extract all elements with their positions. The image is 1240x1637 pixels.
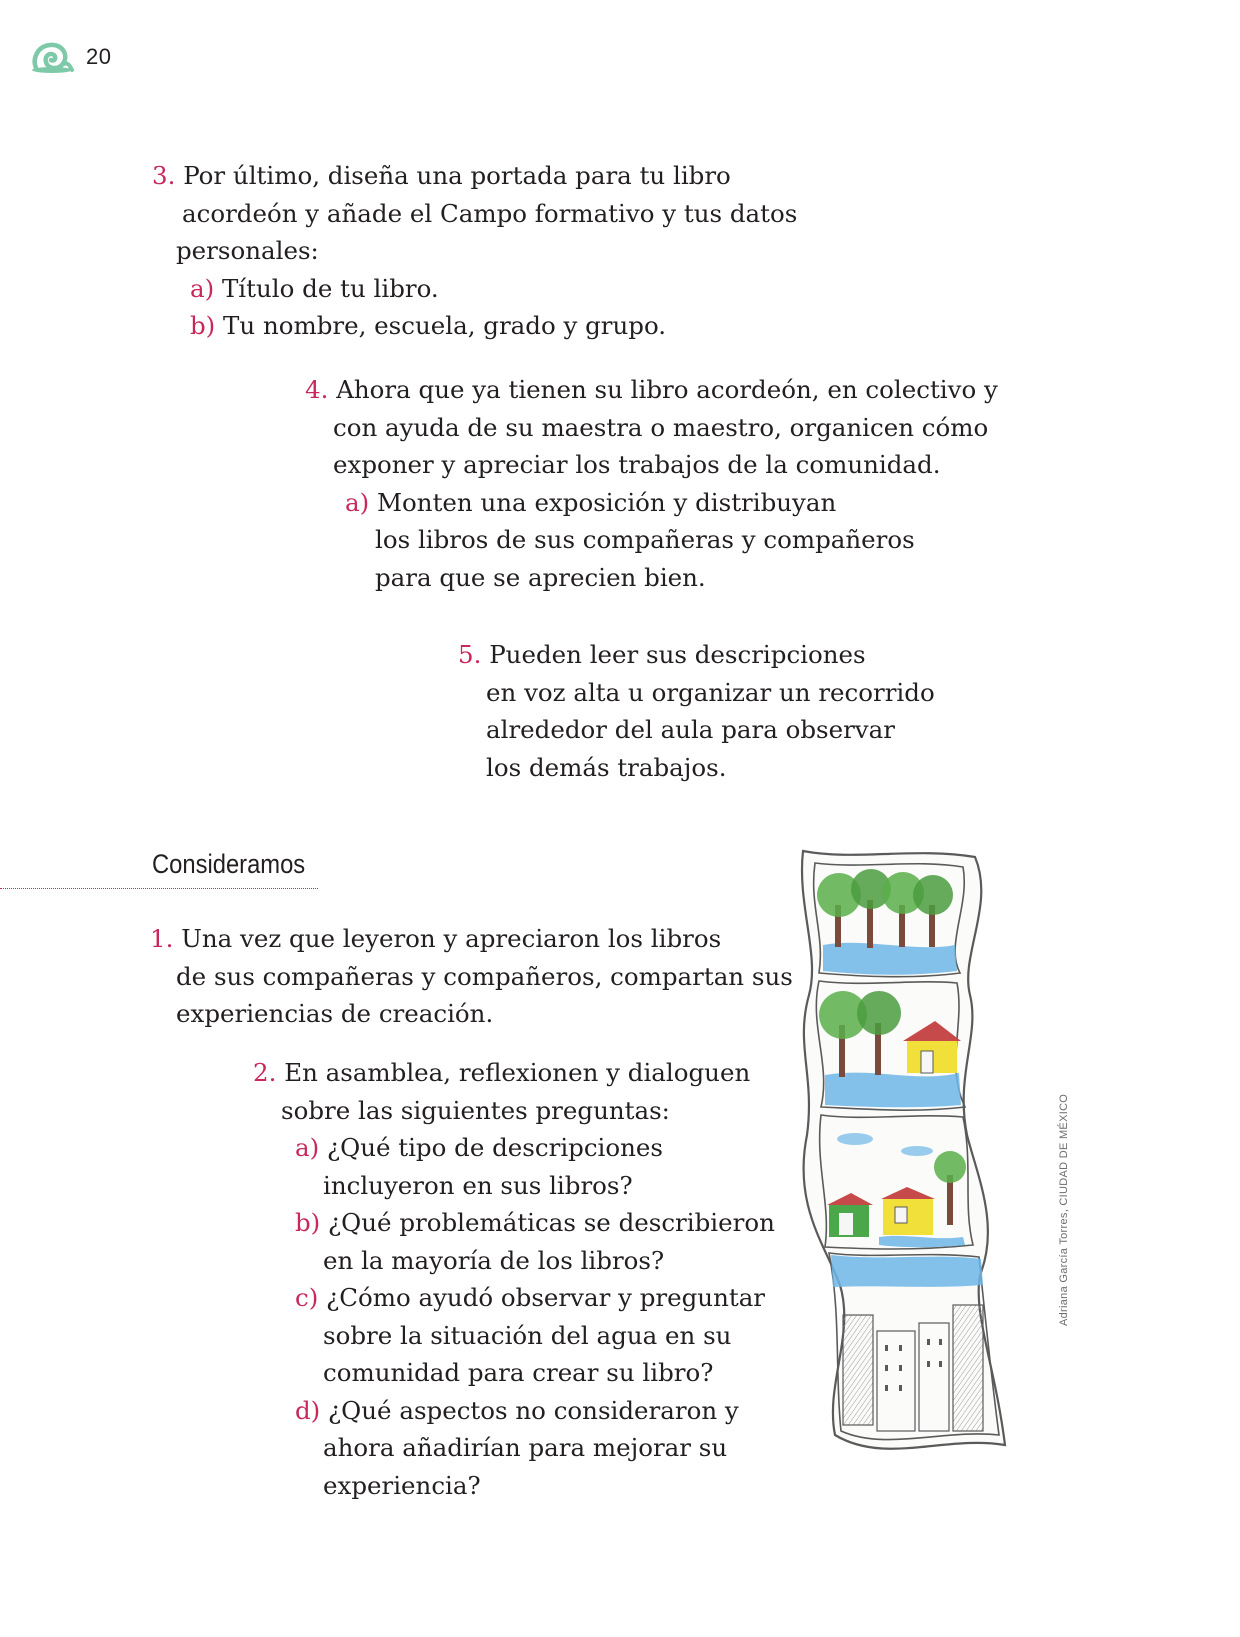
step-line: alrededor del aula para observar xyxy=(486,715,895,744)
question-d: d) ¿Qué aspectos no consideraron y xyxy=(295,1395,739,1425)
question-line: sobre la situación del agua en su xyxy=(323,1320,732,1350)
step-number: 5. xyxy=(458,640,482,669)
sub-item-a: a) Monten una exposición y distribuyan xyxy=(345,487,837,517)
consider-step-1 xyxy=(150,920,793,1033)
question-line: comunidad para crear su libro? xyxy=(323,1358,714,1387)
step-line: de sus compañeras y compañeros, compartan sus xyxy=(176,961,793,991)
page-number: 20 xyxy=(86,44,112,69)
step-3 xyxy=(152,157,797,345)
snail-logo-icon xyxy=(30,40,74,74)
building-icon xyxy=(877,1331,915,1431)
step-line: acordeón y añade el Campo formativo y tus datos xyxy=(182,198,798,228)
step-4 xyxy=(305,371,998,596)
sub-item-line: para que se aprecien bien. xyxy=(375,562,706,592)
accordion-book-illustration xyxy=(795,845,1025,1470)
step-number: 1. xyxy=(150,924,174,953)
building-icon xyxy=(953,1305,983,1431)
question-c: c) ¿Cómo ayudó observar y preguntar xyxy=(295,1283,766,1312)
sub-item-line: los libros de sus compañeras y compañeros xyxy=(375,525,915,554)
consider-step-2 xyxy=(253,1054,775,1504)
question-b: b) ¿Qué problemáticas se describieron xyxy=(295,1208,775,1237)
step-line: exponer y apreciar los trabajos de la comunidad. xyxy=(333,450,941,479)
step-line: experiencias de creación. xyxy=(176,999,494,1028)
section-title: Consideramos xyxy=(152,849,306,879)
step-line: 4. Ahora que ya tienen su libro acordeón, en colectivo y xyxy=(305,371,998,409)
step-line: sobre las siguientes preguntas: xyxy=(281,1095,670,1125)
step-line: 5. Pueden leer sus descripciones xyxy=(458,636,935,674)
step-line: personales: xyxy=(176,236,319,265)
question-line: experiencia? xyxy=(323,1470,481,1500)
building-icon xyxy=(919,1323,949,1431)
step-5 xyxy=(458,636,935,786)
step-line: 2. En asamblea, reflexionen y dialoguen xyxy=(253,1054,775,1092)
step-line: 1. Una vez que leyeron y apreciaron los libros xyxy=(150,920,793,958)
step-line: con ayuda de su maestra o maestro, organicen cómo xyxy=(333,412,989,442)
question-line: en la mayoría de los libros? xyxy=(323,1245,665,1275)
page-header xyxy=(30,40,111,74)
question-line: incluyeron en sus libros? xyxy=(323,1170,633,1200)
question-line: ahora añadirían para mejorar su xyxy=(323,1433,728,1462)
sub-item-b: b) Tu nombre, escuela, grado y grupo. xyxy=(190,311,667,340)
building-icon xyxy=(843,1315,873,1425)
step-line: 3. Por último, diseña una portada para tu libro xyxy=(152,157,797,195)
step-number: 4. xyxy=(305,375,329,404)
section-divider xyxy=(0,888,318,889)
sub-item-a: a) Título de tu libro. xyxy=(190,273,439,303)
question-a: a) ¿Qué tipo de descripciones xyxy=(295,1133,663,1162)
step-line: los demás trabajos. xyxy=(486,752,727,782)
illustration-credit: Adriana García Torres, CIUDAD DE MÉXICO xyxy=(1058,1093,1070,1326)
step-number: 3. xyxy=(152,161,176,190)
step-line: en voz alta u organizar un recorrido xyxy=(486,677,935,707)
step-number: 2. xyxy=(253,1058,277,1087)
